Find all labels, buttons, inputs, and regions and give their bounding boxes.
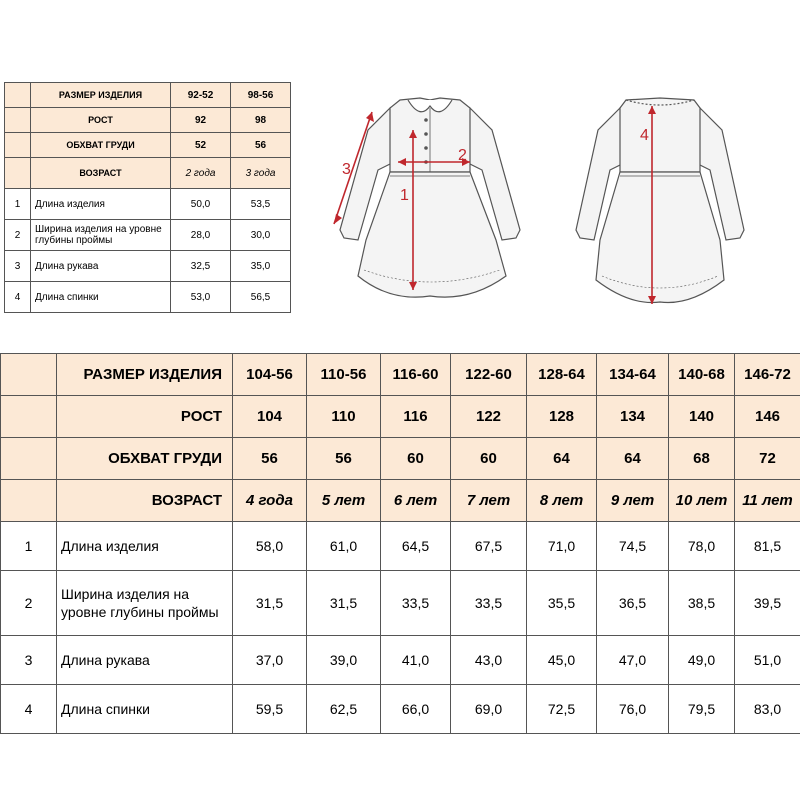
large-size-table xyxy=(0,353,800,734)
age-value: 4 года xyxy=(233,480,307,522)
row-label: Длина спинки xyxy=(57,685,233,734)
dress-back-view xyxy=(576,98,744,303)
row-value: 58,0 xyxy=(233,522,307,571)
corner-cell xyxy=(1,354,57,396)
height-value: 140 xyxy=(669,396,735,438)
row-value: 35,0 xyxy=(231,251,291,282)
row-value: 45,0 xyxy=(527,636,597,685)
row-value: 50,0 xyxy=(171,189,231,220)
row-value: 79,5 xyxy=(669,685,735,734)
corner-cell xyxy=(1,438,57,480)
row-value: 30,0 xyxy=(231,220,291,251)
chest-value: 52 xyxy=(171,133,231,158)
row-value: 31,5 xyxy=(233,571,307,636)
row-value: 41,0 xyxy=(381,636,451,685)
row-number: 4 xyxy=(5,282,31,313)
chest-value: 68 xyxy=(669,438,735,480)
table-row xyxy=(1,636,800,685)
age-value: 6 лет xyxy=(381,480,451,522)
marker-1: 1 xyxy=(400,187,409,204)
height-value: 104 xyxy=(233,396,307,438)
row-value: 49,0 xyxy=(669,636,735,685)
row-value: 38,5 xyxy=(669,571,735,636)
size-value: 116-60 xyxy=(381,354,451,396)
size-value: 140-68 xyxy=(669,354,735,396)
row-value: 53,0 xyxy=(171,282,231,313)
size-value: 98-56 xyxy=(231,83,291,108)
row-value: 56,5 xyxy=(231,282,291,313)
corner-cell xyxy=(5,133,31,158)
row-number: 3 xyxy=(5,251,31,282)
size-value: 92-52 xyxy=(171,83,231,108)
table-row xyxy=(5,189,291,220)
row-value: 59,5 xyxy=(233,685,307,734)
row-label: Длина рукава xyxy=(57,636,233,685)
row-label: Длина изделия xyxy=(57,522,233,571)
age-value: 3 года xyxy=(231,158,291,189)
chest-value: 56 xyxy=(231,133,291,158)
table-row xyxy=(1,571,800,636)
corner-cell xyxy=(1,396,57,438)
row-value: 72,5 xyxy=(527,685,597,734)
corner-cell xyxy=(5,158,31,189)
height-row xyxy=(1,396,800,438)
height-value: 134 xyxy=(597,396,669,438)
height-label: РОСТ xyxy=(31,108,171,133)
chest-row xyxy=(5,133,291,158)
marker-2: 2 xyxy=(458,147,467,164)
size-row xyxy=(1,354,800,396)
row-value: 53,5 xyxy=(231,189,291,220)
row-value: 32,5 xyxy=(171,251,231,282)
row-value: 28,0 xyxy=(171,220,231,251)
chest-value: 56 xyxy=(307,438,381,480)
row-label: Ширина изделия на уровне глубины проймы xyxy=(57,571,233,636)
corner-cell xyxy=(5,83,31,108)
age-value: 5 лет xyxy=(307,480,381,522)
table-row xyxy=(1,685,800,734)
row-value: 71,0 xyxy=(527,522,597,571)
height-row xyxy=(5,108,291,133)
row-value: 76,0 xyxy=(597,685,669,734)
row-number: 1 xyxy=(5,189,31,220)
row-value: 39,5 xyxy=(735,571,800,636)
row-value: 64,5 xyxy=(381,522,451,571)
height-value: 92 xyxy=(171,108,231,133)
row-value: 39,0 xyxy=(307,636,381,685)
height-value: 98 xyxy=(231,108,291,133)
age-value: 11 лет xyxy=(735,480,800,522)
row-value: 83,0 xyxy=(735,685,800,734)
chest-row xyxy=(1,438,800,480)
row-value: 51,0 xyxy=(735,636,800,685)
small-size-table xyxy=(4,82,291,313)
age-value: 8 лет xyxy=(527,480,597,522)
height-label: РОСТ xyxy=(57,396,233,438)
row-value: 74,5 xyxy=(597,522,669,571)
marker-3: 3 xyxy=(342,161,351,178)
chest-label: ОБХВАТ ГРУДИ xyxy=(57,438,233,480)
chest-value: 72 xyxy=(735,438,800,480)
age-label: ВОЗРАСТ xyxy=(57,480,233,522)
table-row xyxy=(1,522,800,571)
age-value: 7 лет xyxy=(451,480,527,522)
size-value: 104-56 xyxy=(233,354,307,396)
chest-value: 56 xyxy=(233,438,307,480)
age-row xyxy=(5,158,291,189)
size-value: 110-56 xyxy=(307,354,381,396)
row-value: 66,0 xyxy=(381,685,451,734)
row-label: Ширина изделия на уровне глубины проймы xyxy=(31,220,171,251)
row-number: 1 xyxy=(1,522,57,571)
row-value: 33,5 xyxy=(451,571,527,636)
row-value: 78,0 xyxy=(669,522,735,571)
row-label: Длина рукава xyxy=(31,251,171,282)
size-label: РАЗМЕР ИЗДЕЛИЯ xyxy=(31,83,171,108)
dress-drawing xyxy=(320,90,760,320)
age-label: ВОЗРАСТ xyxy=(31,158,171,189)
chest-value: 60 xyxy=(451,438,527,480)
row-value: 37,0 xyxy=(233,636,307,685)
size-value: 146-72 xyxy=(735,354,800,396)
table-row xyxy=(5,220,291,251)
age-value: 2 года xyxy=(171,158,231,189)
row-number: 3 xyxy=(1,636,57,685)
chest-value: 60 xyxy=(381,438,451,480)
row-value: 33,5 xyxy=(381,571,451,636)
row-label: Длина изделия xyxy=(31,189,171,220)
row-label: Длина спинки xyxy=(31,282,171,313)
size-row xyxy=(5,83,291,108)
row-value: 43,0 xyxy=(451,636,527,685)
height-value: 128 xyxy=(527,396,597,438)
row-value: 81,5 xyxy=(735,522,800,571)
row-number: 2 xyxy=(5,220,31,251)
age-value: 10 лет xyxy=(669,480,735,522)
row-value: 31,5 xyxy=(307,571,381,636)
height-value: 110 xyxy=(307,396,381,438)
size-value: 122-60 xyxy=(451,354,527,396)
row-value: 62,5 xyxy=(307,685,381,734)
row-value: 69,0 xyxy=(451,685,527,734)
chest-value: 64 xyxy=(527,438,597,480)
size-value: 134-64 xyxy=(597,354,669,396)
height-value: 116 xyxy=(381,396,451,438)
chest-value: 64 xyxy=(597,438,669,480)
row-value: 47,0 xyxy=(597,636,669,685)
height-value: 146 xyxy=(735,396,800,438)
size-label: РАЗМЕР ИЗДЕЛИЯ xyxy=(57,354,233,396)
row-number: 4 xyxy=(1,685,57,734)
row-value: 67,5 xyxy=(451,522,527,571)
age-row xyxy=(1,480,800,522)
height-value: 122 xyxy=(451,396,527,438)
corner-cell xyxy=(1,480,57,522)
row-number: 2 xyxy=(1,571,57,636)
size-value: 128-64 xyxy=(527,354,597,396)
age-value: 9 лет xyxy=(597,480,669,522)
row-value: 61,0 xyxy=(307,522,381,571)
table-row xyxy=(5,251,291,282)
corner-cell xyxy=(5,108,31,133)
row-value: 36,5 xyxy=(597,571,669,636)
chest-label: ОБХВАТ ГРУДИ xyxy=(31,133,171,158)
marker-4: 4 xyxy=(640,127,649,144)
table-row xyxy=(5,282,291,313)
row-value: 35,5 xyxy=(527,571,597,636)
